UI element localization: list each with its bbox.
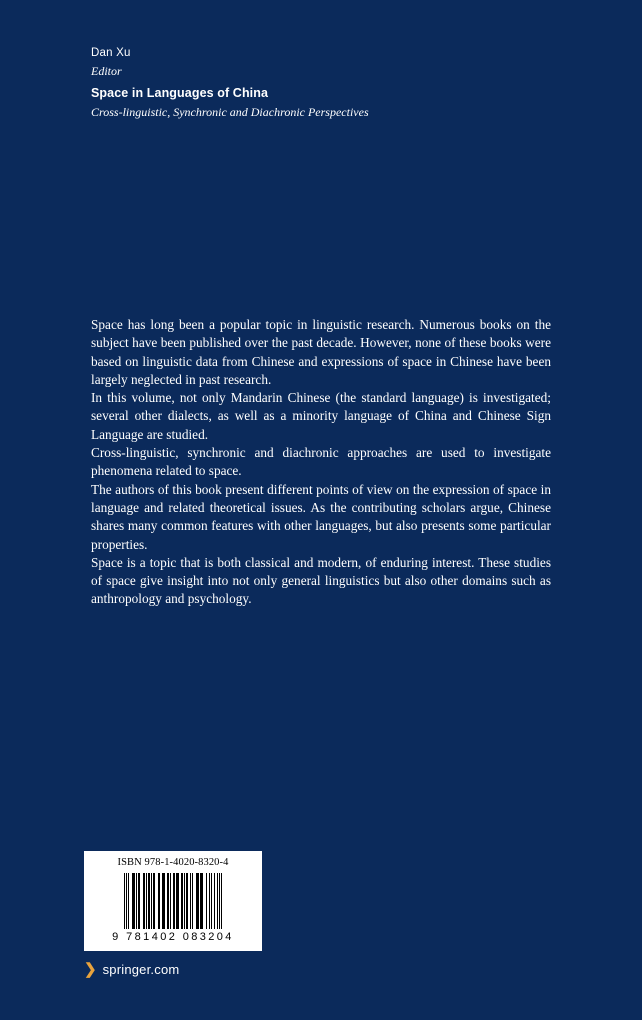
chevron-right-icon: ❯ [84, 961, 97, 978]
publisher-logo[interactable] [84, 962, 179, 977]
editor-role: Editor [91, 64, 122, 78]
editor-name: Dan Xu [91, 47, 131, 59]
publisher-name: springer.com [102, 962, 180, 977]
book-subtitle: Cross-linguistic, Synchronic and Diachronic Perspectives [91, 105, 369, 119]
blurb-paragraph: Space has long been a popular topic in linguistic research. Numerous books on the subject have been published over the past decade. However, none of these books were based on linguistic data from Chinese and expressions of space in Chinese have been largely neglected in past research. [91, 317, 551, 387]
cover-header [91, 45, 551, 121]
blurb-paragraph: Space is a topic that is both classical and modern, of enduring interest. These studies of space give insight into not only general linguistics but also other domains such as anthropology and psychology. [91, 554, 551, 607]
blurb-paragraph: The authors of this book present different points of view on the expression of space in language and related theoretical issues. As the contributing scholars argue, Chinese shares many common features with other languages, but also presents some particular properties. [91, 481, 551, 552]
isbn-label: ISBN 978-1-4020-8320-4 [117, 857, 229, 868]
barcode-icon [92, 873, 254, 929]
blurb-text [91, 316, 551, 609]
isbn-barcode-block [84, 851, 262, 951]
page-title: Space in Languages of China [91, 86, 269, 100]
blurb-paragraph: In this volume, not only Mandarin Chinese (the standard language) is investigated; several other dialects, as well as a minority language of China and Chinese Sign Language are studied. [91, 390, 551, 442]
barcode-digits: 9 781402 083204 [112, 931, 234, 943]
blurb-paragraph: Cross-linguistic, synchronic and diachronic approaches are used to investigate phenomena related to space. [91, 445, 551, 479]
